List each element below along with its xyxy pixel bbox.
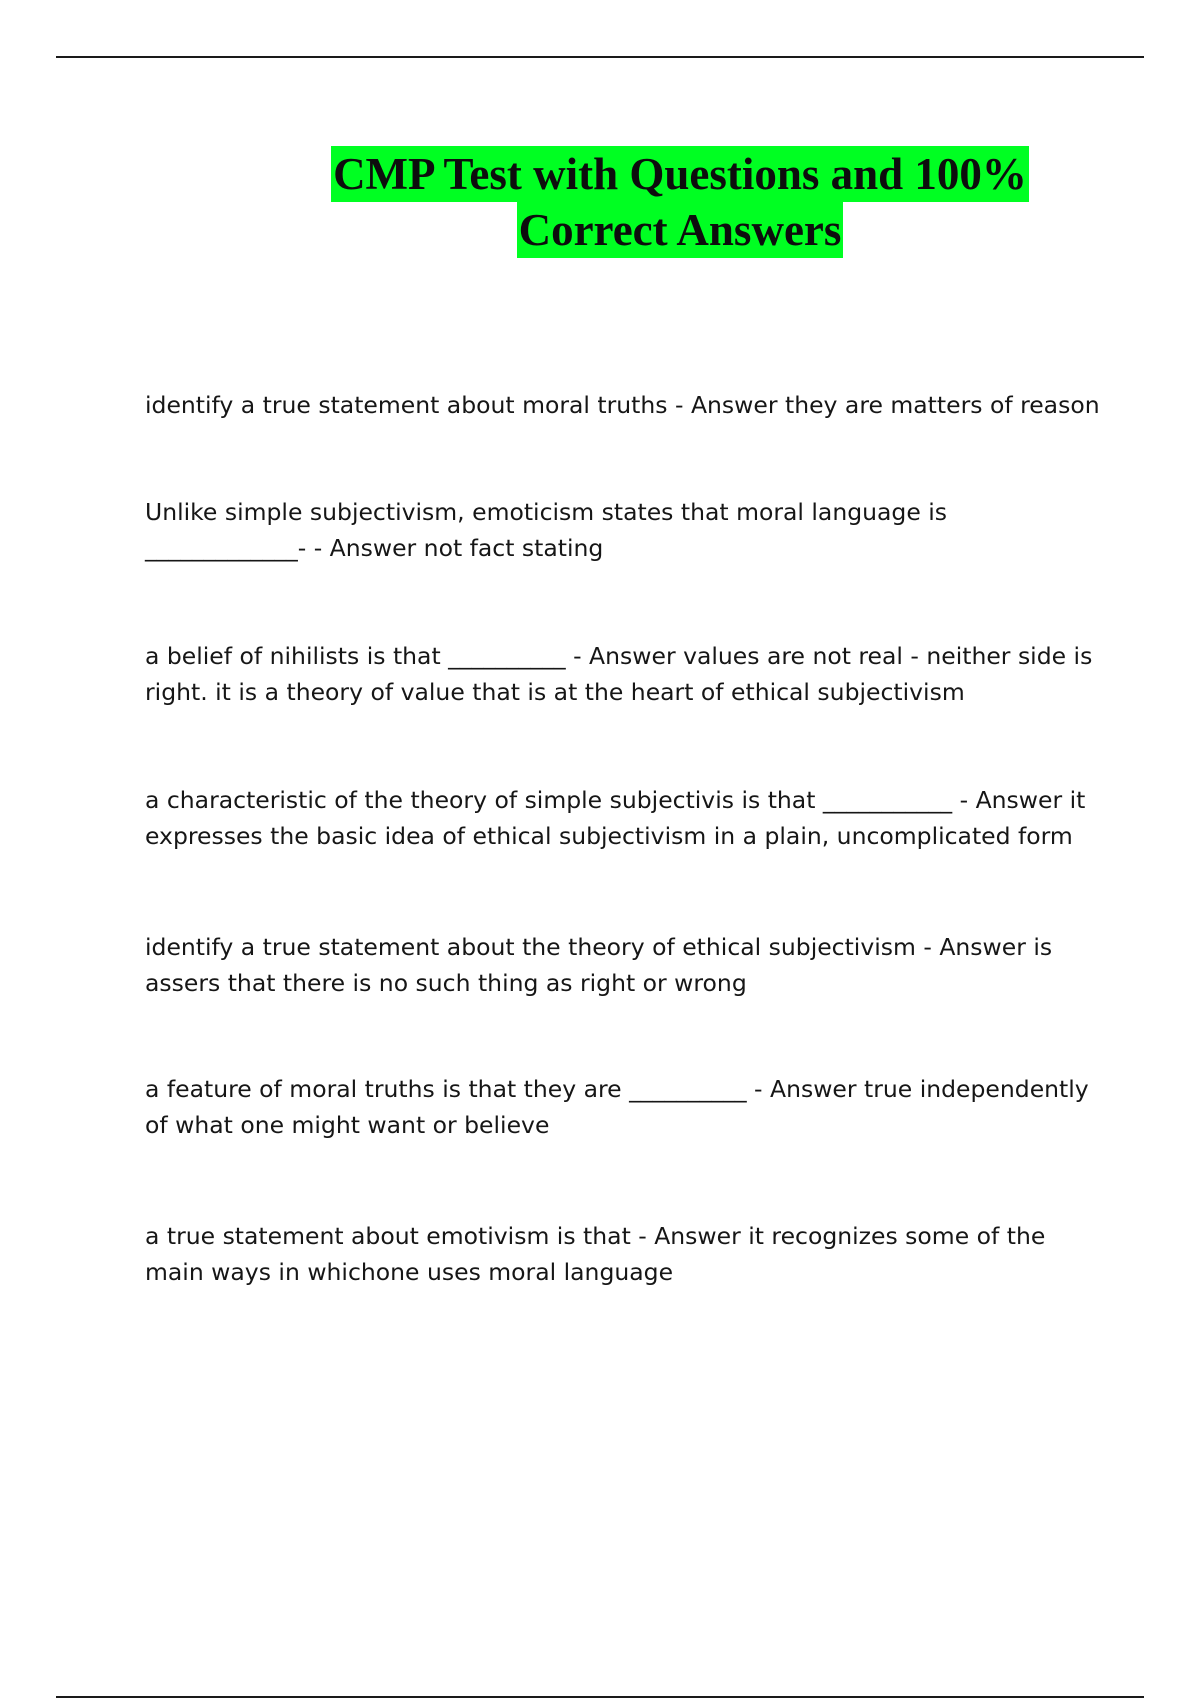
qa-item-4-line-1: a characteristic of the theory of simple subjectivis is that ___________ - Answer it: [145, 786, 1086, 814]
qa-item-7-line-1: a true statement about emotivism is that - Answer it recognizes some of the: [145, 1222, 1046, 1250]
title-line-1: CMP Test with Questions and 100%: [331, 146, 1029, 202]
qa-item-7-line-2: main ways in whichone uses moral language: [145, 1258, 674, 1286]
qa-item-1-line-1: identify a true statement about moral truths - Answer they are matters of reason: [145, 391, 1100, 419]
qa-item-1: [145, 387, 1100, 423]
qa-item-2: [145, 494, 1090, 566]
qa-item-3: [145, 638, 1093, 710]
qa-item-4: [145, 782, 1090, 854]
qa-item-5: [145, 929, 1090, 1001]
header-rule: [56, 56, 1144, 58]
footer-rule: [56, 1696, 1144, 1698]
qa-item-6-line-2: of what one might want or believe: [145, 1111, 550, 1139]
qa-item-5-line-1: identify a true statement about the theory of ethical subjectivism - Answer is: [145, 933, 1053, 961]
qa-item-6: [145, 1071, 1090, 1143]
qa-item-2-line-2: _____________- - Answer not fact stating: [145, 534, 604, 562]
qa-item-5-line-2: assers that there is no such thing as right or wrong: [145, 969, 747, 997]
document-title: [180, 146, 1180, 258]
qa-item-3-line-1: a belief of nihilists is that __________ - Answer values are not real - neither side is: [145, 642, 1093, 670]
qa-item-4-line-2: expresses the basic idea of ethical subjectivism in a plain, uncomplicated form: [145, 822, 1073, 850]
qa-item-6-line-1: a feature of moral truths is that they are __________ - Answer true independently: [145, 1075, 1089, 1103]
qa-item-3-line-2: right. it is a theory of value that is at the heart of ethical subjectivism: [145, 678, 965, 706]
title-line-2: Correct Answers: [517, 202, 844, 258]
qa-item-7: [145, 1218, 1090, 1290]
qa-item-2-line-1: Unlike simple subjectivism, emoticism states that moral language is: [145, 498, 948, 526]
